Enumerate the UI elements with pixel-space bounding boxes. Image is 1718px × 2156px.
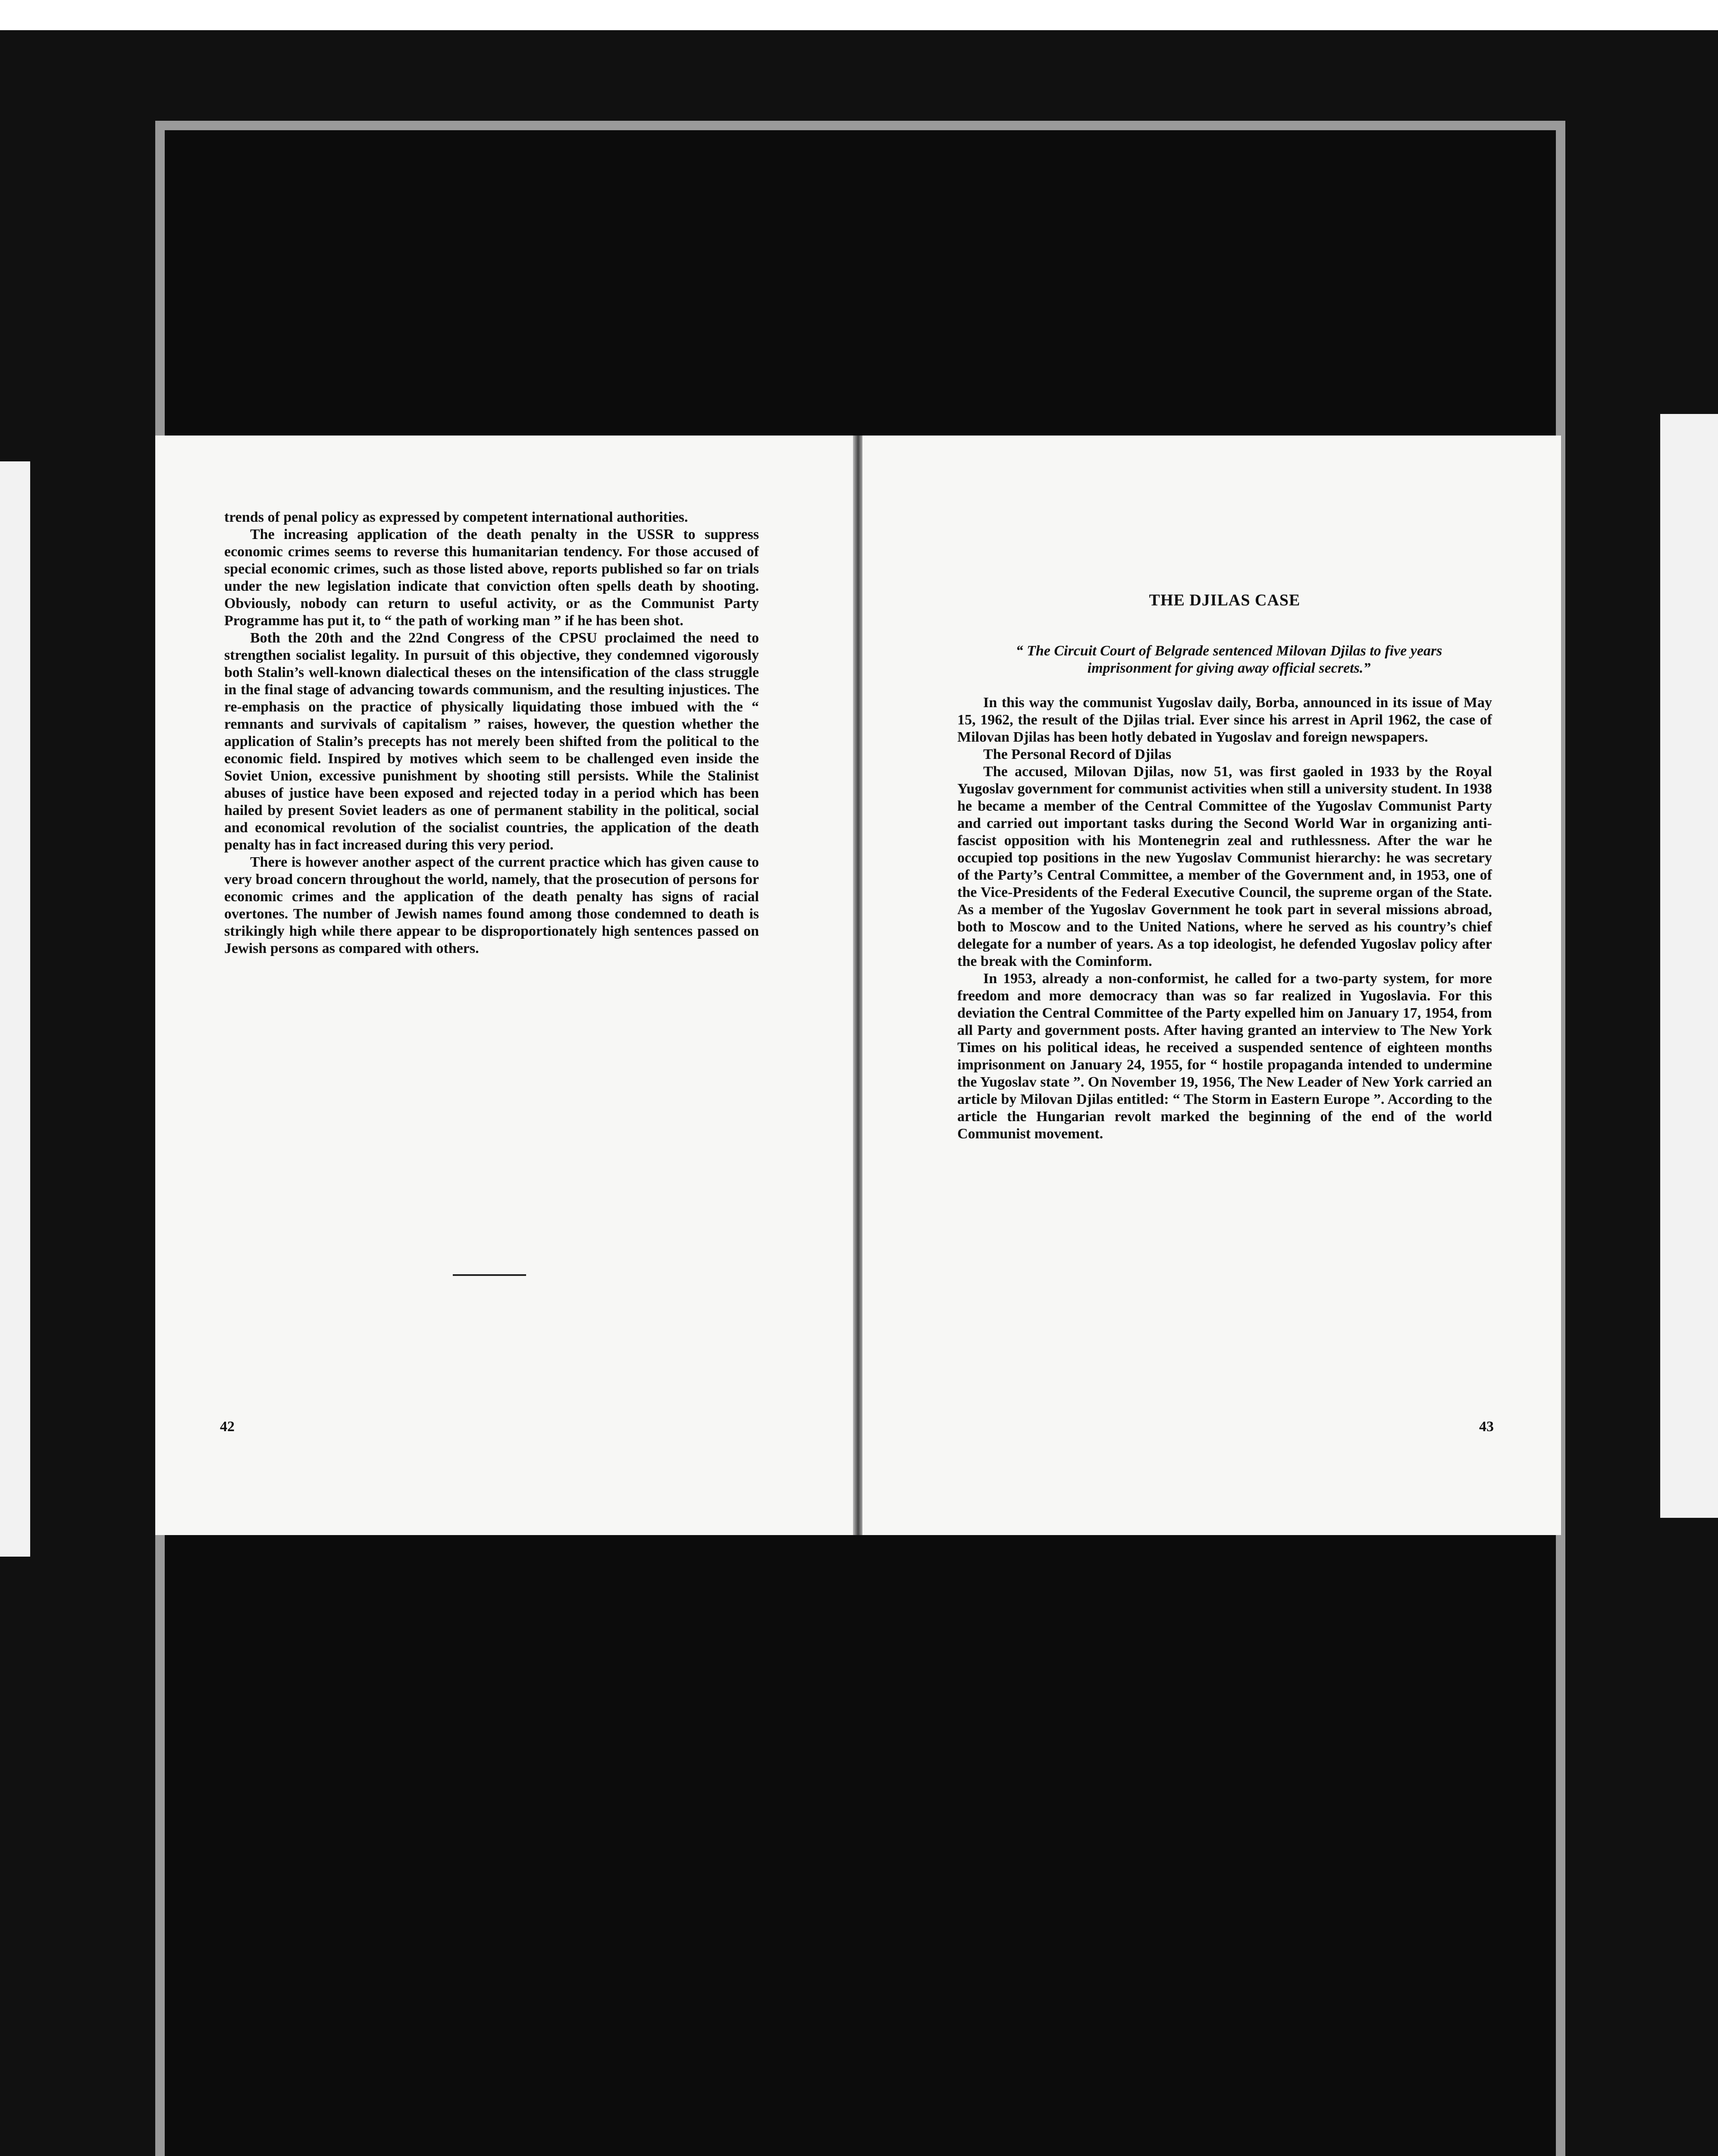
- epigraph-quote: “ The Circuit Court of Belgrade sentenced Milovan Djilas to five years imprisonment for giving away official secrets.”: [1016, 643, 1442, 676]
- adjacent-frame-left: [0, 461, 30, 1557]
- section-divider: [453, 1274, 526, 1276]
- adjacent-frame-right: [1660, 414, 1718, 1518]
- page-number: 42: [220, 1419, 235, 1435]
- paragraph: The increasing application of the death penalty in the USSR to suppress economic crimes seems to reverse this humanitarian tendency. For those accused of special economic crimes, such as those listed above, reports published so far on trials under the new legislation indicate that conviction often spells death by shooting. Obviously, nobody can return to useful activity, or as the Communist Party Programme has put it, to “ the path of working man ” if he has been shot.: [224, 526, 759, 629]
- page-title: THE DJILAS CASE: [1149, 591, 1301, 609]
- right-page-body: [957, 694, 1492, 1143]
- right-page: [862, 436, 1561, 1535]
- paragraph: Both the 20th and the 22nd Congress of the CPSU proclaimed the need to strengthen socialist legality. In pursuit of this objective, they condemned vigorously both Stalin’s well-known dialectical theses on the intensification of the class struggle in the final stage of advancing towards communism, and the resulting injustices. The re-emphasis on the practice of physically liquidating those imbued with the “ remnants and survivals of capitalism ” raises, however, the question whether the application of Stalin’s precepts has not merely been shifted from the political to the economic field. Inspired by motives which seem to be challenged even inside the Soviet Union, excessive punishment by shooting still persists. While the Stalinist abuses of justice have been exposed and rejected today in a period which has been hailed by present Soviet leaders as one of permanent stability in the political, social and economical revolution of the socialist countries, the application of the death penalty has in fact increased during this very period.: [224, 630, 759, 853]
- section-heading: The Personal Record of Djilas: [983, 746, 1172, 762]
- paragraph: In this way the communist Yugoslav daily, Borba, announced in its issue of May 15, 1962, the result of the Djilas trial. Ever since his arrest in April 1962, the case of Milovan Djilas has been hotly debated in Yugoslav and foreign newspapers.: [957, 695, 1492, 745]
- book-gutter: [853, 436, 863, 1535]
- left-page: [155, 436, 854, 1535]
- paragraph: trends of penal policy as expressed by competent international authorities.: [224, 509, 688, 525]
- paragraph: In 1953, already a non-conformist, he called for a two-party system, for more freedom and more democracy than was so far realized in Yugoslavia. For this deviation the Central Committee of the Party expelled him on January 17, 1954, from all Party and government posts. After having granted an interview to The New York Times on his political ideas, he received a suspended sentence of eighteen months imprisonment on January 24, 1955, for “ hostile propaganda intended to undermine the Yugoslav state ”. On November 19, 1956, The New Leader of New York carried an article by Milovan Djilas entitled: “ The Storm in Eastern Europe ”. According to the article the Hungarian revolt marked the beginning of the end of the world Communist movement.: [957, 971, 1492, 1142]
- paragraph: There is however another aspect of the current practice which has given cause to very broad concern throughout the world, namely, that the prosecution of persons for economic crimes and the application of the death penalty has signs of racial overtones. The number of Jewish names found among those condemned to death is strikingly high while there appear to be disproportionately high sentences passed on Jewish persons as compared with others.: [224, 854, 759, 956]
- paragraph: The accused, Milovan Djilas, now 51, was first gaoled in 1933 by the Royal Yugoslav government for communist activities when still a university student. In 1938 he became a member of the Central Committee of the Yugoslav Communist Party and carried out important tasks during the Second World War in organizing anti-fascist opposition with his Montenegrin zeal and ruthlessness. After the war he occupied top positions in the new Yugoslav Communist hierarchy: he was secretary of the Party’s Central Committee, a member of the Government and, in 1953, one of the Vice-Presidents of the Federal Executive Council, the supreme organ of the State. As a member of the Yugoslav Government he took part in several missions abroad, both to Moscow and to the United Nations, where he served as his country’s chief delegate for a number of years. As a top ideologist, he defended Yugoslav policy after the break with the Cominform.: [957, 764, 1492, 969]
- page-number: 43: [1479, 1419, 1494, 1435]
- left-page-body: [224, 509, 759, 957]
